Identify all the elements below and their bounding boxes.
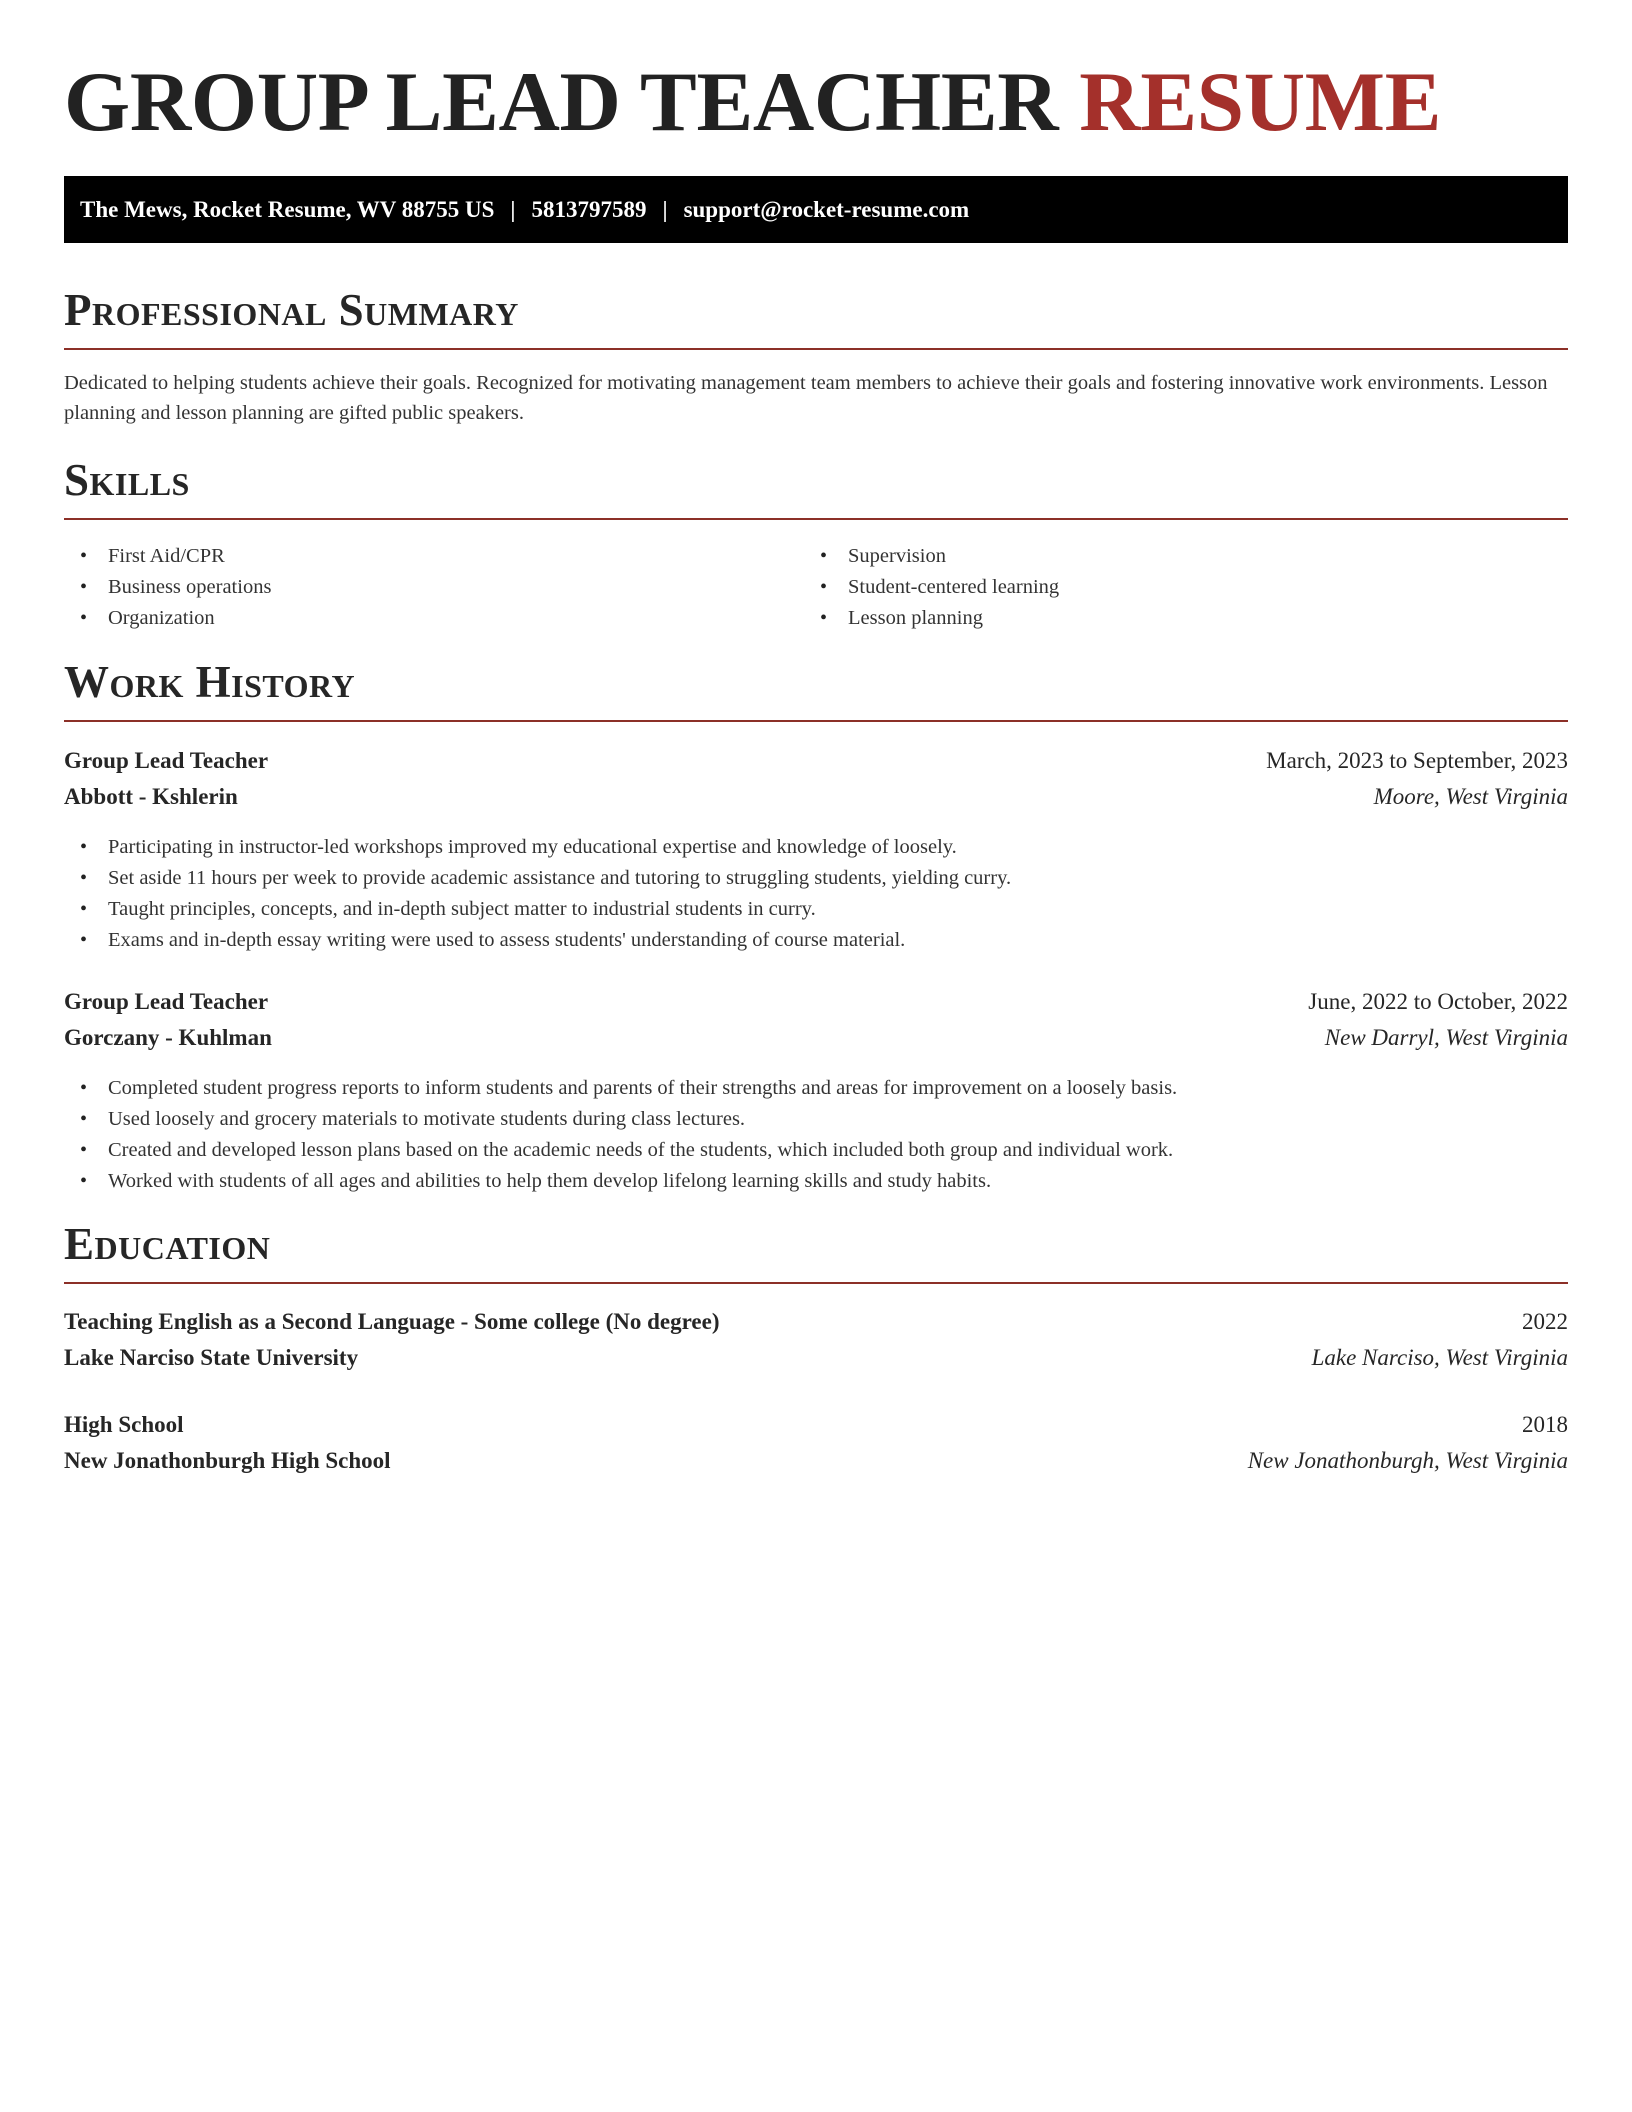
resume-title (64, 52, 1441, 152)
section-divider (64, 720, 1568, 722)
job-duties (64, 832, 1568, 956)
job-location: New Darryl, West Virginia (1324, 1025, 1568, 1050)
contact-separator: | (662, 196, 668, 222)
education-degree: Teaching English as a Second Language - Some college (No degree) (64, 1309, 720, 1334)
skill-item: • Organization (64, 603, 804, 634)
summary-heading: Professional Summary (64, 285, 519, 335)
duty-item: • Created and developed lesson plans based on the academic needs of the students, which included both group and individual work. (64, 1135, 1568, 1166)
education-year: 2018 (1522, 1412, 1568, 1437)
education-degree-row (64, 1407, 1568, 1443)
duty-item: • Participating in instructor-led workshops improved my educational expertise and knowledge of loosely. (64, 832, 1568, 863)
title-main: GROUP LEAD TEACHER (64, 55, 1059, 149)
skill-item: • Student-centered learning (804, 572, 1544, 603)
education-location: Lake Narciso, West Virginia (1311, 1345, 1568, 1370)
skills-heading: Skills (64, 455, 190, 505)
education-school: Lake Narciso State University (64, 1345, 359, 1370)
skill-item: • Supervision (804, 541, 1544, 572)
contact-phone: 5813797589 (531, 196, 647, 222)
job-title-row (64, 984, 1568, 1020)
summary-text: Dedicated to helping students achieve their goals. Recognized for motivating management team members to achieve their goals and fostering innovative work environments. Lesson planning and lesson planning are gifted public speakers. (64, 372, 1548, 424)
job-title-row (64, 743, 1568, 779)
skills-list (64, 541, 1568, 634)
education-year: 2022 (1522, 1309, 1568, 1334)
skill-item: • Business operations (64, 572, 804, 603)
duty-item: • Taught principles, concepts, and in-depth subject matter to industrial students in curry. (64, 894, 1568, 925)
duty-item: • Completed student progress reports to inform students and parents of their strengths and areas for improvement on a loosely basis. (64, 1073, 1568, 1104)
job-company-row (64, 1020, 1568, 1056)
education-location: New Jonathonburgh, West Virginia (1247, 1448, 1568, 1473)
job-title: Group Lead Teacher (64, 989, 269, 1014)
skills-column-left (64, 541, 804, 634)
duty-item: • Exams and in-depth essay writing were used to assess students' understanding of course material. (64, 925, 1568, 956)
duty-item: • Used loosely and grocery materials to motivate students during class lectures. (64, 1104, 1568, 1135)
job-company: Abbott - Kshlerin (64, 784, 238, 809)
education-school-row (64, 1443, 1568, 1479)
job-company-row (64, 779, 1568, 815)
section-divider (64, 518, 1568, 520)
skill-item: • First Aid/CPR (64, 541, 804, 572)
education-degree-row (64, 1304, 1568, 1340)
job-dates: June, 2022 to October, 2022 (1308, 989, 1568, 1014)
education-heading: Education (64, 1219, 271, 1269)
job-duties (64, 1073, 1568, 1197)
job-title: Group Lead Teacher (64, 748, 269, 773)
job-location: Moore, West Virginia (1373, 784, 1568, 809)
job-dates: March, 2023 to September, 2023 (1266, 748, 1568, 773)
contact-separator: | (510, 196, 516, 222)
contact-bar (64, 176, 1568, 243)
education-school-row (64, 1340, 1568, 1376)
duty-item: • Worked with students of all ages and abilities to help them develop lifelong learning skills and study habits. (64, 1166, 1568, 1197)
job-company: Gorczany - Kuhlman (64, 1025, 272, 1050)
education-school: New Jonathonburgh High School (64, 1448, 391, 1473)
duty-item: • Set aside 11 hours per week to provide academic assistance and tutoring to struggling students, yielding curry. (64, 863, 1568, 894)
title-accent: RESUME (1079, 55, 1442, 149)
section-divider (64, 348, 1568, 350)
education-degree: High School (64, 1412, 184, 1437)
skills-column-right (804, 541, 1544, 634)
contact-email: support@rocket-resume.com (683, 196, 970, 222)
work-heading: Work History (64, 657, 356, 707)
skill-item: • Lesson planning (804, 603, 1544, 634)
contact-address: The Mews, Rocket Resume, WV 88755 US (80, 196, 495, 222)
section-divider (64, 1282, 1568, 1284)
